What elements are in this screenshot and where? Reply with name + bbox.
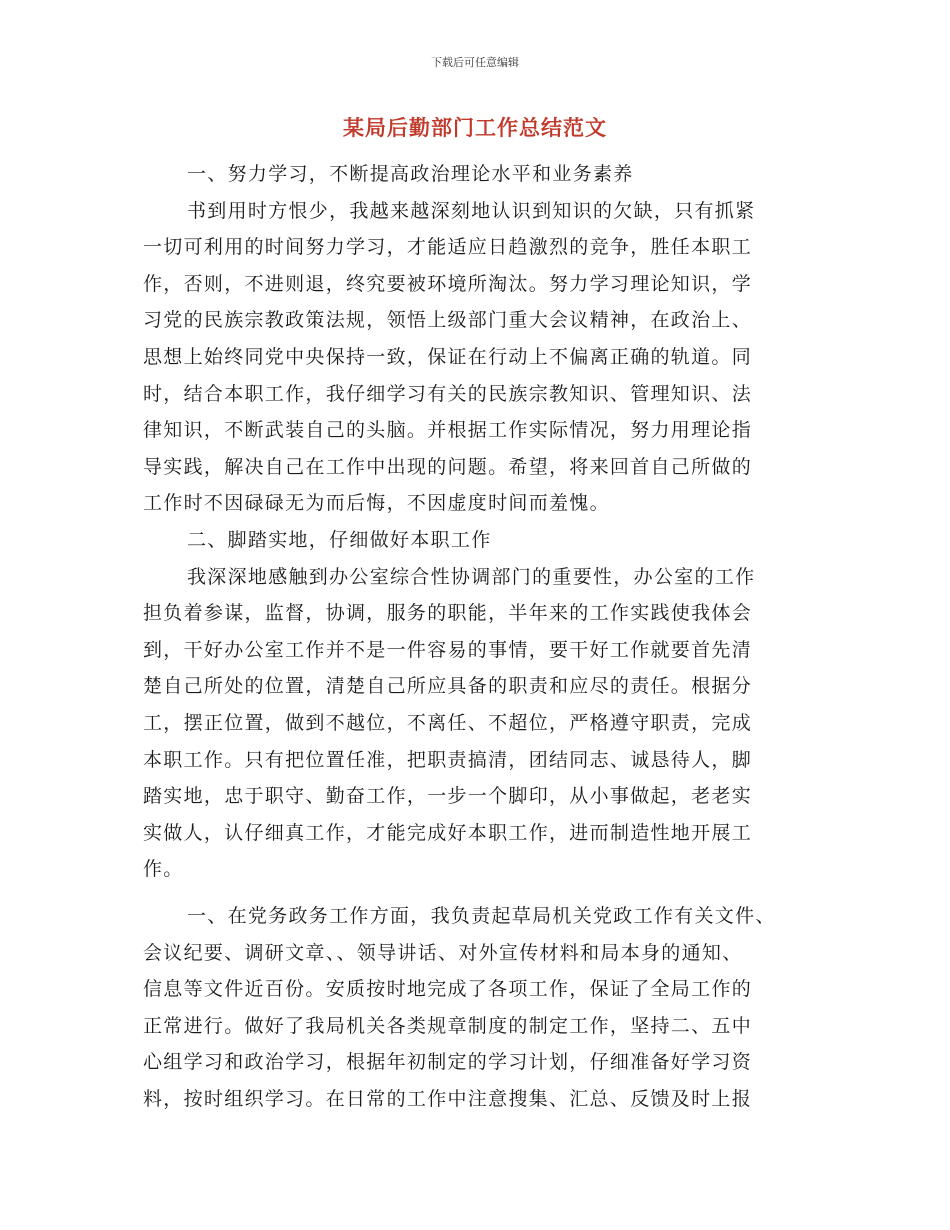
paragraph-line: 作，否则，不进则退，终究要被环境所淘汰。努力学习理论知识，学 bbox=[143, 272, 753, 295]
paragraph-line: 思想上始终同党中央保持一致，保证在行动上不偏离正确的轨道。同 bbox=[143, 345, 753, 368]
paragraph-line: 信息等文件近百份。安质按时地完成了各项工作，保证了全局工作的 bbox=[143, 978, 753, 1001]
section-heading: 一、努力学习，不断提高政治理论水平和业务素养 bbox=[187, 163, 634, 185]
paragraph-line: 导实践，解决自己在工作中出现的问题。希望，将来回首自己所做的 bbox=[143, 455, 753, 478]
section-heading: 二、脚踏实地，仔细做好本职工作 bbox=[187, 528, 492, 551]
paragraph-line: 一、在党务政务工作方面，我负责起草局机关党政工作有关文件、 bbox=[187, 905, 776, 927]
paragraph-line: 心组学习和政治学习，根据年初制定的学习计划，仔细准备好学习资 bbox=[143, 1051, 753, 1074]
paragraph-line: 到，干好办公室工作并不是一件容易的事情，要干好工作就要首先清 bbox=[143, 638, 753, 661]
paragraph-line: 工作时不因碌碌无为而后悔，不因虚度时间而羞愧。 bbox=[143, 492, 610, 515]
document-title: 某局后勤部门工作总结范文 bbox=[343, 116, 607, 140]
paragraph-line: 工，摆正位置，做到不越位，不离任、不超位，严格遵守职责，完成 bbox=[143, 711, 753, 734]
paragraph-line: 习党的民族宗教政策法规，领悟上级部门重大会议精神，在政治上、 bbox=[143, 309, 753, 332]
paragraph-line: 书到用时方恨少，我越来越深刻地认识到知识的欠缺，只有抓紧 bbox=[187, 199, 756, 222]
paragraph-line: 踏实地，忠于职守、勤奋工作，一步一个脚印，从小事做起，老老实 bbox=[143, 785, 753, 808]
header-note: 下载后可任意编辑 bbox=[431, 56, 519, 69]
paragraph-line: 我深深地感触到办公室综合性协调部门的重要性，办公室的工作 bbox=[187, 565, 756, 588]
paragraph-line: 担负着参谋，监督，协调，服务的职能，半年来的工作实践使我体会 bbox=[143, 602, 753, 625]
paragraph-line: 实做人，认仔细真工作，才能完成好本职工作，进而制造性地开展工 bbox=[143, 821, 753, 844]
paragraph-line: 会议纪要、调研文章、、领导讲话、对外宣传材料和局本身的通知、 bbox=[143, 941, 743, 964]
paragraph-line: 时，结合本职工作，我仔细学习有关的民族宗教知识、管理知识、法 bbox=[143, 382, 753, 405]
paragraph-line: 正常进行。做好了我局机关各类规章制度的制定工作，坚持二、五中 bbox=[143, 1014, 753, 1037]
paragraph-line: 律知识，不断武装自己的头脑。并根据工作实际情况，努力用理论指 bbox=[143, 419, 753, 442]
paragraph-line: 作。 bbox=[143, 858, 184, 881]
body-section-1 bbox=[143, 156, 803, 888]
paragraph-line: 楚自己所处的位置，清楚自己所应具备的职责和应尽的责任。根据分 bbox=[143, 675, 753, 698]
paragraph-line: 一切可利用的时间努力学习，才能适应日趋激烈的竞争，胜任本职工 bbox=[143, 236, 753, 259]
paragraph-line: 料，按时组织学习。在日常的工作中注意搜集、汇总、反馈及时上报 bbox=[143, 1087, 753, 1110]
body-section-2 bbox=[143, 898, 803, 1118]
paragraph-line: 本职工作。只有把位置任准，把职责搞清，团结同志、诚恳待人，脚 bbox=[143, 748, 753, 771]
